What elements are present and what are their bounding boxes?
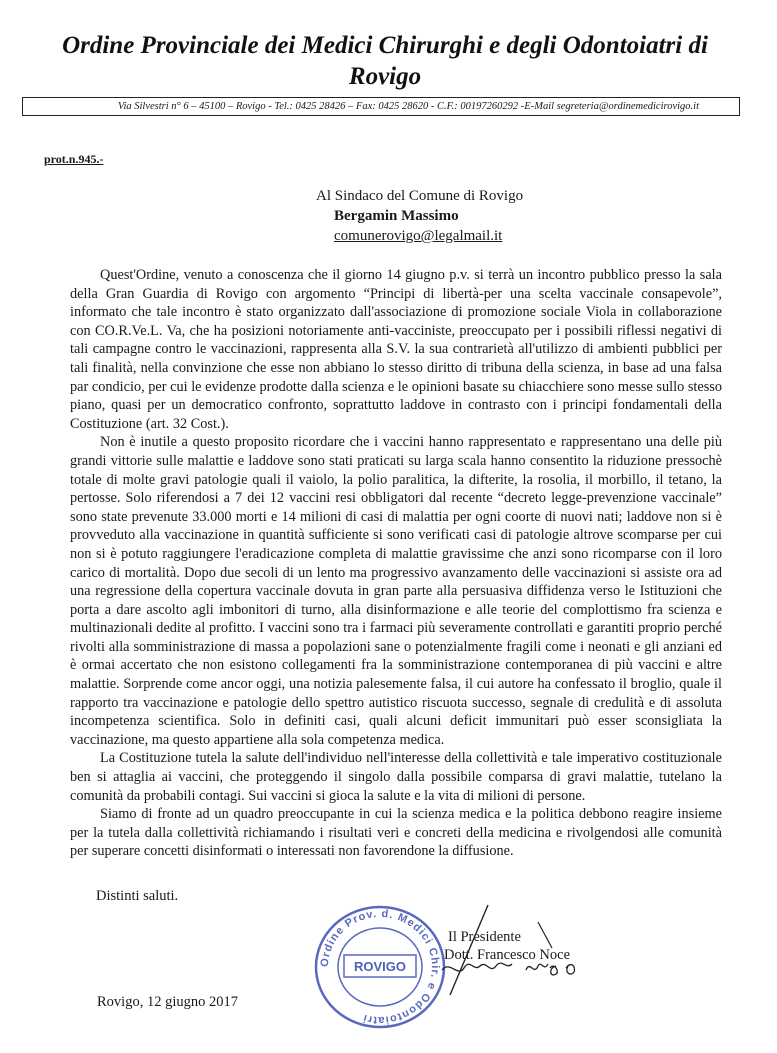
body-paragraph-2: Non è inutile a questo proposito ricordare che i vaccini hanno rappresentato e rappresentano una delle più grandi vittorie sulle malattie e laddove sono stati praticati su larga scala hanno consentito la riduzione pressochè totale di molte gravi patologie quali il vaiolo, la polio paralitica, la difterite, la rosolia, il morbillo, il tetano, la pertosse. Solo riferendosi a 7 dei 12 vaccini resi obbligatori dal recente “decreto legge-prevenzione vaccinale” sono state prevenute 33.000 morti e 14 milioni di casi di malattia per ogni coorte di nuovi nati; laddove non si è provveduto alla vaccinazione in quantità sufficiente si sono verificati casi di patologie altrove scomparse per cui non si è potuto raggiungere l'eradicazione completa di malattie gravissime che anzi sono ricomparse con il loro carico di mortalità. Dopo due secoli di un lento ma progressivo avanzamento delle vaccinazioni si assiste ora ad una regressione della copertura vaccinale dovuta in gran parte alla persuasiva diffidenza verso le Istituzioni che porta a dare ascolto agli imbonitori di turno, alla disinformazione e alle teorie del complottismo fra scienza e multinazionali dedite al profitto. I vaccini sono tra i farmaci più severamente controllati e garantiti proprio perché rivolti alla somministrazione di massa a popolazioni sane o potenzialmente fragili come i neonati e gli anziani ed è ormai accertato che non esistono collegamenti fra la somministrazione contemporanea di più vaccini e altre malattie. Sorprende come ancor oggi, una notizia palesemente falsa, il cui autore ha confessato il broglio, quale il rapporto tra vaccinazione e patologie dello spettro autistico riscuota successo, segnale di credulità e di assoluta incompetenza scientifica. Solo in definiti casi, quali alcuni deficit immunitari può esser sconsigliata la vaccinazione, ma questo appartiene alla sola competenza medica. xyxy=(70,434,722,748)
stamp-ring-text: Ordine Prov. d. Medici Chir. e Odontoiatri xyxy=(318,907,442,1027)
stamp-center-text: ROVIGO xyxy=(353,959,407,974)
letterhead-contact-box: Via Silvestri n° 6 – 45100 – Rovigo - Tel.: 0425 28426 – Fax: 0425 28620 - C.F.: 00197260292 -E-Mail segreteria@ordinemedicirovigo.it xyxy=(22,97,740,116)
handwritten-signature xyxy=(430,900,600,1000)
letterhead-title-line1: Ordine Provinciale dei Medici Chirurghi e degli Odontoiatri di xyxy=(62,32,708,59)
addressee-block xyxy=(316,186,523,246)
body-paragraph-3: La Costituzione tutela la salute dell'individuo nell'interesse della collettività e tale imperativo costituzionale ben si attaglia ai vaccini, che proteggendo il singolo dalla possibile comparsa di gravi malattie, tutelano la comunità da probabili contagi. Sui vaccini si gioca la salute e la vita di milioni di persone. xyxy=(70,750,722,804)
signer-name: Dott. Francesco Noce xyxy=(444,947,571,963)
body-paragraph-1: Quest'Ordine, venuto a conoscenza che il giorno 14 giugno p.v. si terrà un incontro pubblico presso la sala della Gran Guardia di Rovigo con argomento “Principi di libertà-per una scelta vaccinale consapevole”, informato che tale incontro è stato organizzato dall'associazione di promozione sociale Viola in collaborazione con CO.R.Ve.L. Va, che ha posizioni notoriamente anti-vacciniste, preoccupato per i possibili riflessi negativi di tali campagne contro le vaccinazioni, rappresenta alla S.V. la sua contrarietà all'utilizzo di ambienti pubblici per tali finalità, nella convinzione che esse non abbiano lo stesso diritto di tribuna della scienza, in base ad una falsa par condicio, per cui le evidenze prodotte dalla scienza e le opinioni basate su chiacchiere sono messe sullo stesso piano, quasi per un democratico confronto, soprattutto laddove in contrasto con i principi fondamentali della Costituzione (art. 32 Cost.). xyxy=(70,267,722,432)
letterhead-title xyxy=(30,30,740,92)
addressee-name: Bergamin Massimo xyxy=(334,208,459,224)
addressee-email: comunerovigo@legalmail.it xyxy=(334,228,503,244)
signer-role: Il Presidente xyxy=(448,929,521,945)
letterhead-title-line2: Rovigo xyxy=(348,63,422,90)
letter-body xyxy=(70,266,722,861)
protocol-number: prot.n.945.- xyxy=(44,152,104,166)
addressee-line: Al Sindaco del Comune di Rovigo xyxy=(316,188,524,204)
body-paragraph-4: Siamo di fronte ad un quadro preoccupante in cui la scienza medica e la politica debbono reagire insieme per la tutela dalla collettività richiamando i risultati veri e concreti della medicina e rivolgendosi alle comunità per superare concetti disinformati o interessati non favorendone la diffusione. xyxy=(70,806,722,860)
place-date: Rovigo, 12 giugno 2017 xyxy=(97,994,238,1010)
closing-greeting: Distinti saluti. xyxy=(96,888,179,904)
official-stamp xyxy=(310,905,450,1030)
